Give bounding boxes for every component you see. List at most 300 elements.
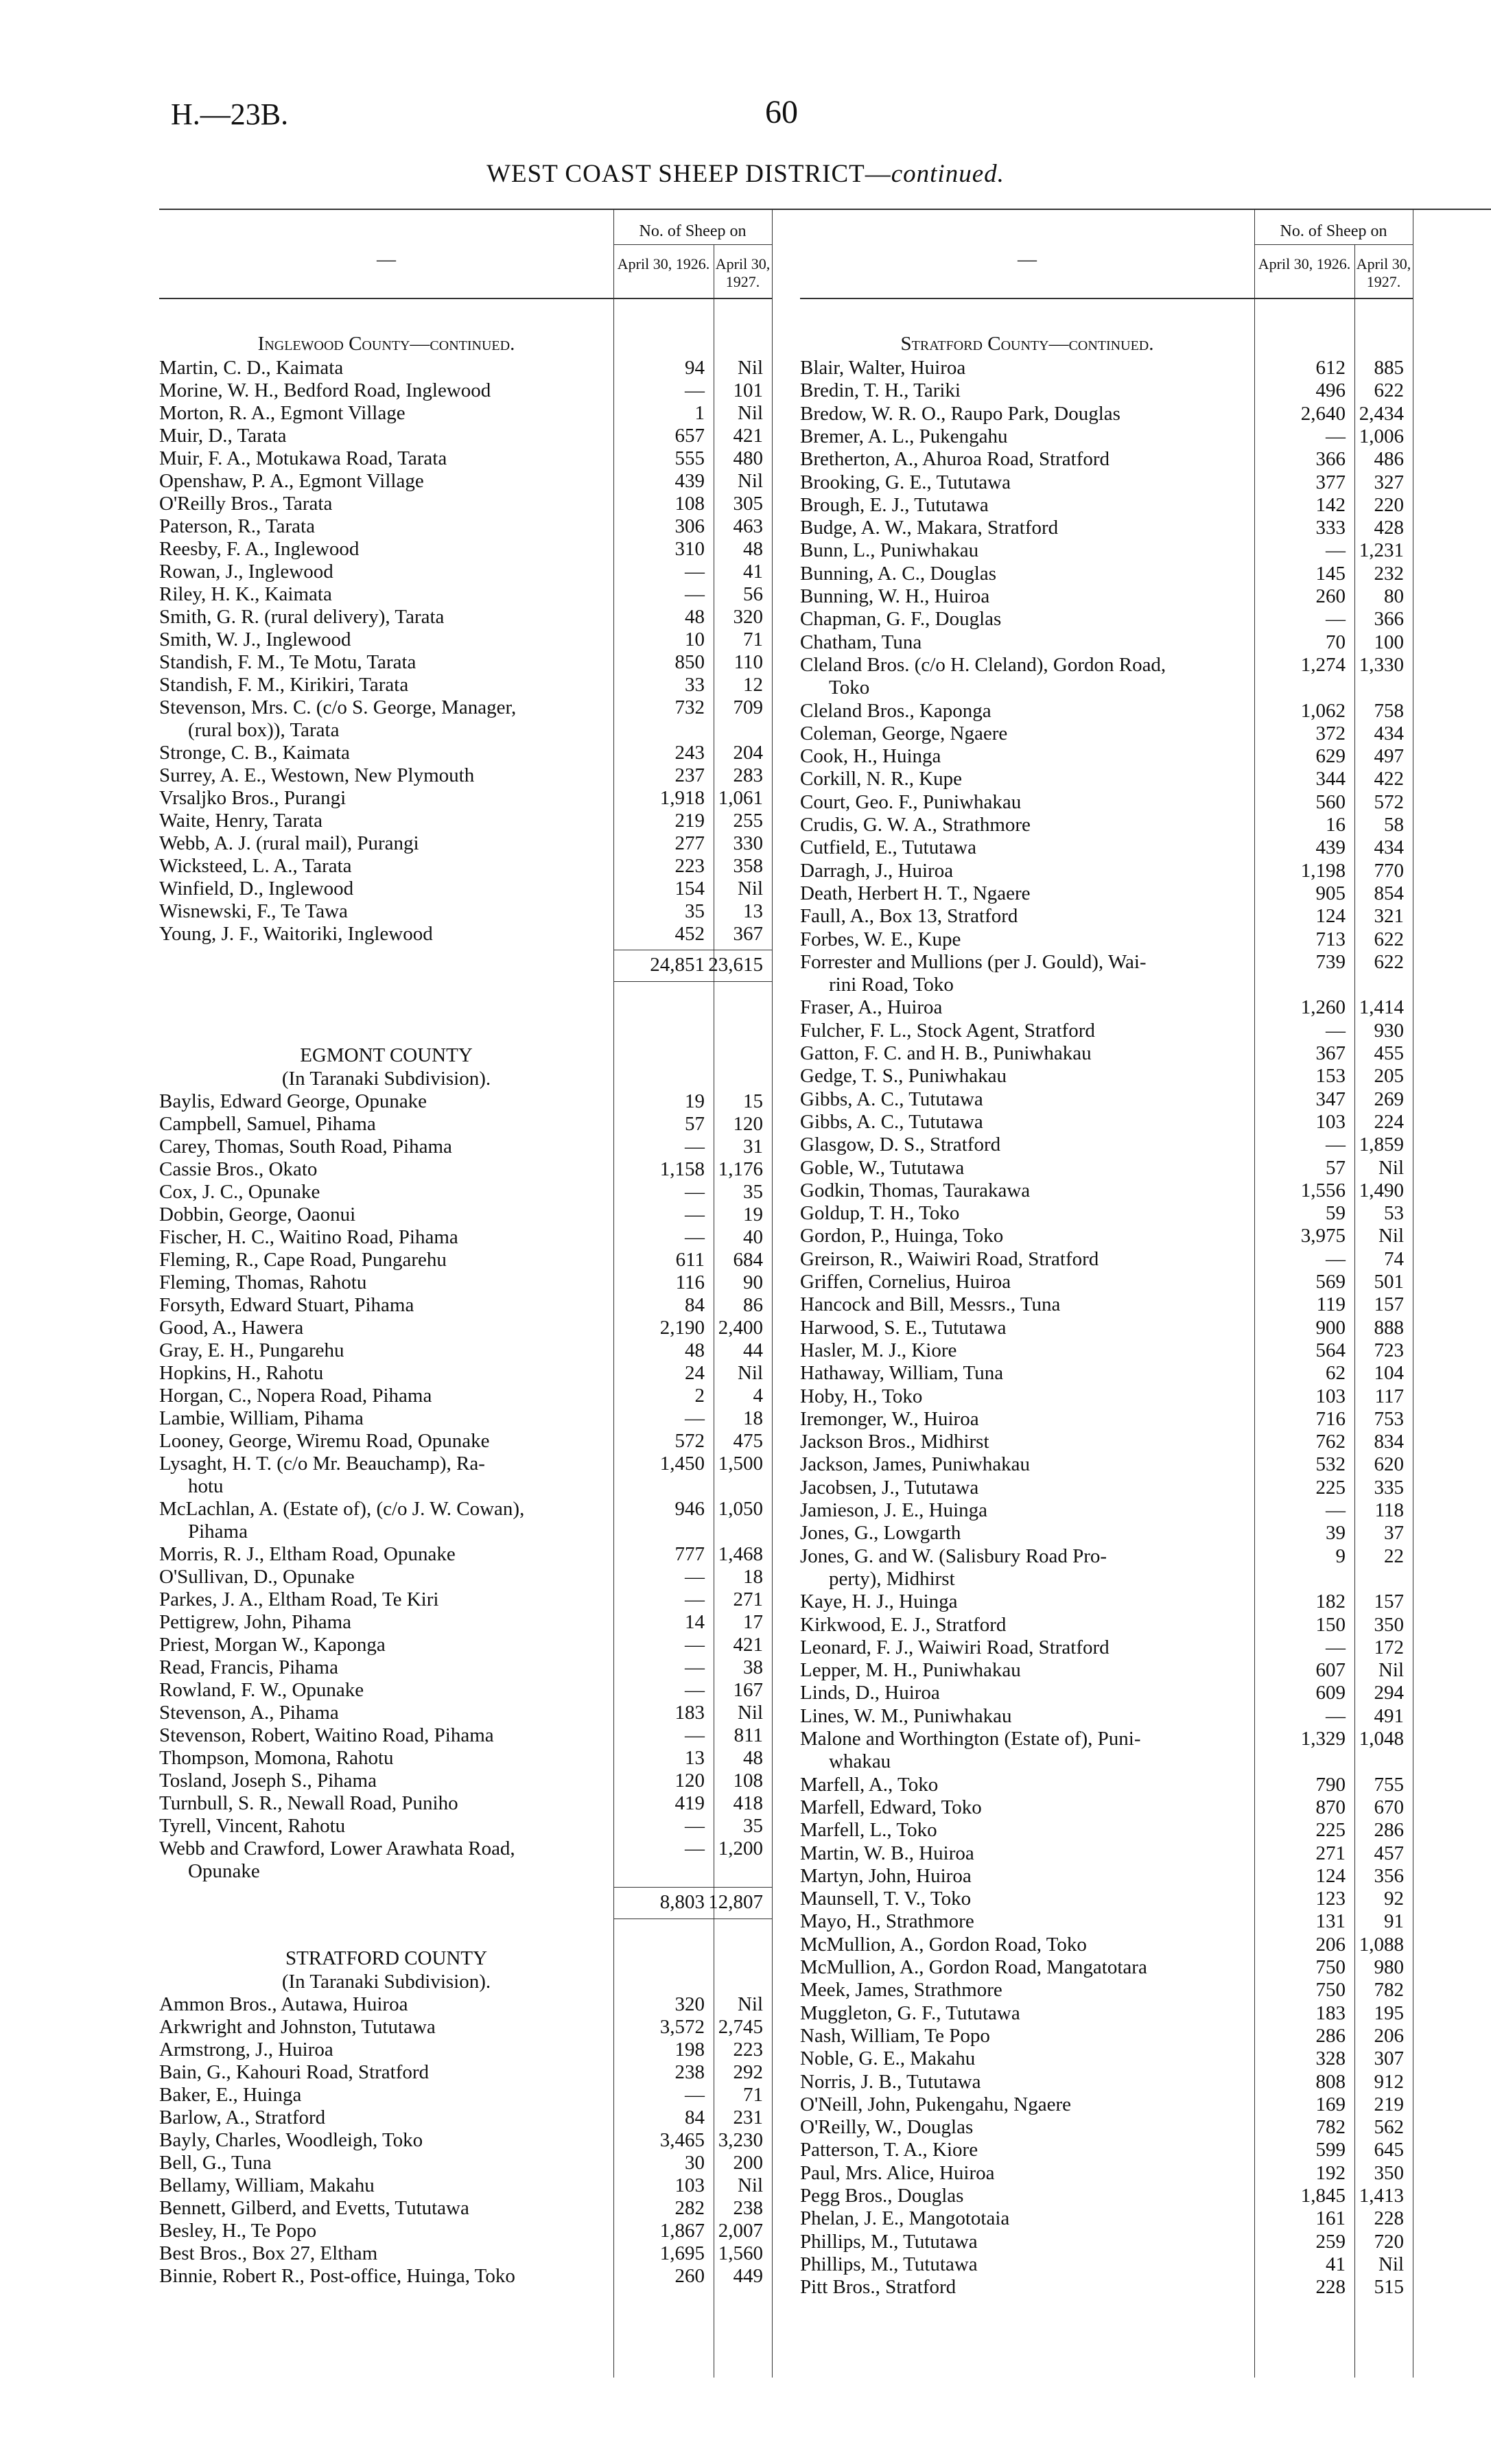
owner-name: Bredin, T. H., Tariki [800, 379, 961, 402]
table-row [800, 1499, 1491, 1522]
sheep-1927: 1,468 [718, 1543, 763, 1565]
sheep-1927: 120 [733, 1113, 763, 1135]
sheep-1926: 39 [1326, 1522, 1346, 1545]
owner-name: Best Bros., Box 27, Eltham [159, 2242, 378, 2264]
sheep-1926: 48 [685, 606, 705, 628]
sheep-1927: 491 [1374, 1704, 1404, 1727]
table-row [800, 1271, 1491, 1293]
sheep-1926: 750 [1315, 1979, 1346, 2002]
table-row [800, 1705, 1491, 1728]
owner-name: Court, Geo. F., Puniwhakau [800, 790, 1022, 813]
table-row [800, 2025, 1491, 2048]
table-row [800, 1065, 1491, 1088]
table-row [159, 1815, 852, 1838]
table-row [800, 2116, 1491, 2139]
owner-name: Death, Herbert H. T., Ngaere [800, 882, 1031, 904]
owner-name: Phelan, J. E., Mangototaia [800, 2207, 1010, 2230]
sheep-1927: 367 [733, 923, 763, 945]
owner-name: Fischer, H. C., Waitino Road, Pihama [159, 1226, 458, 1248]
sheep-1927: 37 [1384, 1522, 1404, 1545]
table-row [159, 2084, 852, 2107]
owner-name: Bretherton, A., Ahuroa Road, Stratford [800, 448, 1110, 471]
sheep-1927: 224 [1374, 1110, 1404, 1133]
owner-name: Chapman, G. F., Douglas [800, 608, 1002, 631]
table-row [800, 2207, 1491, 2230]
sheep-1926: 2,640 [1300, 402, 1346, 425]
owner-name: Reesby, F. A., Inglewood [159, 538, 360, 560]
owner-name: Maunsell, T. V., Toko [800, 1888, 972, 1910]
sheep-1926: 219 [674, 810, 705, 832]
section-heading: (In Taranaki Subdivision). [281, 1971, 491, 1993]
owner-name: Meek, James, Strathmore [800, 1979, 1002, 2002]
owner-name: Horgan, C., Nopera Road, Pihama [159, 1385, 432, 1407]
sheep-1927: 327 [1374, 471, 1404, 493]
page-title [0, 159, 1491, 189]
sheep-1926: 16 [1326, 814, 1346, 836]
sheep-1926: 1,450 [659, 1453, 705, 1475]
table-row [800, 2093, 1491, 2116]
owner-name: Bain, G., Kahouri Road, Stratford [159, 2061, 430, 2083]
sheep-1927: 90 [743, 1271, 763, 1293]
table-row [159, 1747, 852, 1770]
sheep-1926: 57 [685, 1113, 705, 1135]
sheep-1926: 2,190 [659, 1317, 705, 1339]
sheep-1926: 41 [1326, 2253, 1346, 2275]
sheep-1926: 3,975 [1300, 1225, 1346, 1247]
table-row [800, 1865, 1491, 1888]
owner-name-continuation: Pihama [188, 1521, 248, 1542]
owner-name: Priest, Morgan W., Kaponga [159, 1634, 386, 1656]
section-heading: STRATFORD COUNTY [285, 1947, 488, 1969]
owner-name: Openshaw, P. A., Egmont Village [159, 470, 424, 492]
sheep-1927: 1,413 [1359, 2185, 1404, 2207]
owner-name: Brooking, G. E., Tututawa [800, 471, 1011, 493]
table-row [800, 905, 1491, 928]
sheep-1927: 486 [1374, 448, 1404, 471]
table-row [159, 1498, 852, 1521]
sheep-1926: 120 [674, 1770, 705, 1792]
section-heading: (In Taranaki Subdivision). [281, 1068, 491, 1090]
sheep-1926: 310 [674, 538, 705, 560]
sheep-1926: — [685, 1204, 705, 1225]
table-row [800, 357, 1491, 379]
table-row [800, 1774, 1491, 1796]
owner-name-continuation: (rural box)), Tarata [188, 719, 340, 741]
table-row [800, 2185, 1491, 2207]
owner-name: Webb and Crawford, Lower Arawhata Road, [159, 1838, 515, 1859]
owner-name: McLachlan, A. (Estate of), (c/o J. W. Cowan), [159, 1498, 525, 1520]
table-row [159, 561, 852, 583]
table-row [159, 1656, 852, 1679]
owner-name: Vrsaljko Bros., Purangi [159, 787, 347, 809]
sheep-1927: 320 [733, 606, 763, 628]
sheep-1927: Nil [1378, 1156, 1404, 1179]
sheep-1927: 228 [1374, 2207, 1404, 2230]
sheep-1926: 94 [685, 357, 705, 379]
table-row [159, 1339, 852, 1362]
owner-name: Parkes, J. A., Eltham Road, Te Kiri [159, 1588, 439, 1610]
table-row [159, 1838, 852, 1860]
sheep-1927: 286 [1374, 1819, 1404, 1842]
sheep-1927: 100 [1374, 631, 1404, 653]
table-row [159, 470, 852, 493]
sheep-1927: 292 [733, 2061, 763, 2083]
sheep-1926: 103 [1315, 1110, 1346, 1133]
total-1927: 23,615 [708, 954, 763, 976]
header-group-label: No. of Sheep on [1280, 222, 1387, 240]
owner-name: Hoby, H., Toko [800, 1385, 923, 1407]
sheep-1927: 723 [1374, 1339, 1404, 1361]
table-row [800, 1682, 1491, 1704]
sheep-1926: 555 [674, 447, 705, 469]
sheep-1926: 333 [1315, 517, 1346, 539]
owner-name: Phillips, M., Tututawa [800, 2230, 978, 2253]
table-row [159, 1611, 852, 1634]
sheep-1926: 103 [674, 2174, 705, 2196]
owner-name: Malone and Worthington (Estate of), Puni- [800, 1728, 1141, 1750]
sheep-1927: 670 [1374, 1796, 1404, 1818]
section-heading: EGMONT COUNTY [300, 1044, 473, 1066]
sheep-1926: 142 [1315, 493, 1346, 516]
owner-name: Paterson, R., Tarata [159, 515, 315, 537]
sheep-1926: 260 [674, 2265, 705, 2287]
owner-name: Morris, R. J., Eltham Road, Opunake [159, 1543, 456, 1565]
table-row [159, 493, 852, 515]
table-row [159, 1294, 852, 1317]
sheep-1926: 183 [674, 1702, 705, 1724]
sheep-1927: 1,088 [1359, 1933, 1404, 1956]
owner-name-continuation: Toko [829, 677, 870, 699]
sheep-1926: — [1326, 1499, 1346, 1521]
sheep-1926: 419 [674, 1792, 705, 1814]
sheep-1927: 912 [1374, 2070, 1404, 2093]
table-row [800, 1362, 1491, 1385]
title-main: WEST COAST SHEEP DISTRICT— [486, 160, 891, 188]
table-row [800, 539, 1491, 562]
table-row [159, 1181, 852, 1204]
sheep-1927: 1,006 [1359, 425, 1404, 447]
owner-name: Cleland Bros. (c/o H. Cleland), Gordon Road, [800, 653, 1166, 676]
header-group-rule [1254, 244, 1413, 245]
table-row [800, 1819, 1491, 1842]
table-row [159, 606, 852, 629]
owner-name: Gatton, F. C. and H. B., Puniwhakau [800, 1042, 1092, 1064]
sheep-1927: 205 [1374, 1065, 1404, 1088]
sheep-1927: 74 [1384, 1247, 1404, 1270]
sheep-1926: 237 [674, 764, 705, 786]
sheep-1927: Nil [737, 357, 763, 379]
owner-name: Gray, E. H., Pungarehu [159, 1339, 344, 1361]
sheep-1926: — [685, 1838, 705, 1859]
table-row [159, 1679, 852, 1702]
owner-name: Smith, W. J., Inglewood [159, 629, 351, 650]
sheep-1927: 48 [743, 538, 763, 560]
sheep-1927: 220 [1374, 493, 1404, 516]
sheep-1927: 17 [743, 1611, 763, 1633]
sheep-1926: 1,158 [659, 1158, 705, 1180]
table-row [800, 608, 1491, 631]
sheep-1926: — [685, 1407, 705, 1429]
table-row [159, 764, 852, 787]
owner-name: Young, J. F., Waitoriki, Inglewood [159, 923, 433, 945]
table-row [800, 1225, 1491, 1247]
owner-name: Looney, George, Wiremu Road, Opunake [159, 1430, 490, 1452]
sheep-1926: 131 [1315, 1910, 1346, 1933]
sheep-1927: 834 [1374, 1431, 1404, 1453]
owner-name: Bellamy, William, Makahu [159, 2174, 375, 2196]
owner-name: Pettigrew, John, Pihama [159, 1611, 352, 1633]
sheep-1926: 183 [1315, 2002, 1346, 2024]
sheep-1926: 1,329 [1300, 1728, 1346, 1750]
sheep-1927: 307 [1374, 2048, 1404, 2070]
table-row [159, 1566, 852, 1588]
sheep-1926: 59 [1326, 1202, 1346, 1225]
owner-name: Greirson, R., Waiwiri Road, Stratford [800, 1247, 1099, 1270]
sheep-1927: 620 [1374, 1453, 1404, 1476]
table-row [800, 1134, 1491, 1156]
table-row [800, 1979, 1491, 2002]
owner-name: Mayo, H., Strathmore [800, 1910, 974, 1933]
sheep-1927: 108 [733, 1770, 763, 1792]
table-row [800, 1317, 1491, 1339]
sheep-1926: 206 [1315, 1933, 1346, 1956]
owner-name: Morine, W. H., Bedford Road, Inglewood [159, 379, 491, 401]
owner-name: Marfell, Edward, Toko [800, 1796, 982, 1818]
owner-name: Chatham, Tuna [800, 631, 922, 653]
table-row [159, 832, 852, 855]
sheep-1926: — [1326, 1247, 1346, 1270]
owner-name: Noble, G. E., Makahu [800, 2048, 976, 2070]
sheep-1927: 118 [1374, 1499, 1404, 1521]
owner-name: Surrey, A. E., Westown, New Plymouth [159, 764, 475, 786]
sheep-1926: 344 [1315, 768, 1346, 790]
sheep-1926: 225 [1315, 1476, 1346, 1499]
sheep-1927: 428 [1374, 517, 1404, 539]
table-row [800, 700, 1491, 723]
owner-name: Stronge, C. B., Kaimata [159, 742, 350, 764]
sheep-1927: 206 [1374, 2024, 1404, 2047]
header-year-1926: April 30, 1926. [617, 255, 710, 272]
sheep-1927: Nil [1378, 1225, 1404, 1247]
sheep-1926: 750 [1315, 1956, 1346, 1978]
owner-name: Gedge, T. S., Puniwhakau [800, 1065, 1007, 1088]
sheep-1927: 172 [1374, 1636, 1404, 1658]
table-row [800, 2048, 1491, 2070]
owner-name: Faull, A., Box 13, Stratford [800, 905, 1018, 928]
sheep-1927: 157 [1374, 1293, 1404, 1316]
owner-name: Marfell, A., Toko [800, 1773, 939, 1796]
owner-name: Wisnewski, F., Te Tawa [159, 900, 348, 922]
table-row [800, 1477, 1491, 1499]
table-row [800, 517, 1491, 539]
owner-name: Stevenson, Mrs. C. (c/o S. George, Manager, [159, 696, 517, 718]
sheep-1926: 1,845 [1300, 2185, 1346, 2207]
sheep-1926: — [685, 1588, 705, 1610]
owner-name: Cleland Bros., Kaponga [800, 699, 991, 722]
owner-name: Carey, Thomas, South Road, Pihama [159, 1136, 452, 1158]
table-row [159, 379, 852, 402]
owner-name: Darragh, J., Huiroa [800, 859, 954, 882]
owner-name: Smith, G. R. (rural delivery), Tarata [159, 606, 445, 628]
sheep-1927: 101 [733, 379, 763, 401]
table-row [159, 810, 852, 832]
owner-name: Muggleton, G. F., Tututawa [800, 2002, 1020, 2024]
sheep-1926: 900 [1315, 1316, 1346, 1339]
total-1926: 8,803 [659, 1891, 705, 1913]
owner-name: Read, Francis, Pihama [159, 1656, 338, 1678]
owner-name: Dobbin, George, Oaonui [159, 1204, 356, 1225]
table-row [800, 1934, 1491, 1956]
sheep-1926: 762 [1315, 1431, 1346, 1453]
owner-name: Blair, Walter, Huiroa [800, 357, 966, 379]
sheep-1926: 35 [685, 900, 705, 922]
owner-name: Norris, J. B., Tututawa [800, 2070, 981, 2093]
table-row [159, 923, 852, 946]
table-row [800, 1020, 1491, 1042]
owner-name: Arkwright and Johnston, Tututawa [159, 2016, 436, 2038]
table-row [159, 425, 852, 447]
sheep-1927: 44 [743, 1339, 763, 1361]
table-row [800, 1636, 1491, 1659]
sheep-1927: 1,061 [718, 787, 763, 809]
table-row [800, 1431, 1491, 1453]
owner-name: Griffen, Cornelius, Huiroa [800, 1271, 1011, 1293]
table-row [159, 583, 852, 606]
sheep-1926: 1,556 [1300, 1179, 1346, 1201]
table-row [159, 1792, 852, 1815]
sheep-1927: 15 [743, 1090, 763, 1112]
owner-name: Waite, Henry, Tarata [159, 810, 322, 832]
sheep-1926: 496 [1315, 379, 1346, 402]
table-row [159, 2174, 852, 2197]
sheep-1927: 418 [733, 1792, 763, 1814]
sheep-1927: 35 [743, 1181, 763, 1203]
sheep-1927: 13 [743, 900, 763, 922]
table-row [800, 1339, 1491, 1362]
sheep-1927: 31 [743, 1136, 763, 1158]
owner-name: Hancock and Bill, Messrs., Tuna [800, 1293, 1061, 1316]
table-row [800, 928, 1491, 951]
sheep-1926: 153 [1315, 1065, 1346, 1088]
left-column [159, 206, 852, 2384]
sheep-1926: — [685, 583, 705, 605]
sheep-1927: 622 [1374, 950, 1404, 973]
sheep-1927: 622 [1374, 379, 1404, 402]
owner-name: Muir, D., Tarata [159, 425, 287, 447]
sheep-1926: 19 [685, 1090, 705, 1112]
table-row [159, 2039, 852, 2061]
table-row [159, 900, 852, 923]
owner-name: Webb, A. J. (rural mail), Purangi [159, 832, 419, 854]
sheep-1927: 80 [1384, 585, 1404, 607]
owner-name: Corkill, N. R., Kupe [800, 768, 963, 790]
owner-name: Budge, A. W., Makara, Stratford [800, 517, 1059, 539]
sheep-1927: 449 [733, 2265, 763, 2287]
sheep-1927: 269 [1374, 1088, 1404, 1110]
owner-name: Riley, H. K., Kaimata [159, 583, 332, 605]
header-top-rule [800, 209, 1491, 210]
sheep-1926: 439 [674, 470, 705, 492]
sheep-1927: 1,231 [1359, 539, 1404, 562]
sheep-1926: 3,465 [659, 2129, 705, 2151]
table-row [800, 1956, 1491, 1979]
table-row [800, 494, 1491, 517]
table-row [159, 651, 852, 674]
owner-name: Patterson, T. A., Kiore [800, 2139, 978, 2161]
owner-name: Baker, E., Huinga [159, 2084, 302, 2106]
sheep-1927: 223 [733, 2039, 763, 2061]
owner-name: Campbell, Samuel, Pihama [159, 1113, 376, 1135]
sheep-1926: 238 [674, 2061, 705, 2083]
section-heading: Inglewood County—continued. [257, 333, 515, 355]
table-row [800, 1842, 1491, 1865]
sheep-1926: — [685, 1724, 705, 1746]
sheep-1927: 755 [1374, 1773, 1404, 1796]
table-row [159, 1634, 852, 1656]
table-row [159, 1543, 852, 1566]
sheep-1927: 2,007 [718, 2220, 763, 2242]
table-row [800, 1453, 1491, 1476]
sheep-1926: 145 [1315, 562, 1346, 585]
sheep-1926: 599 [1315, 2139, 1346, 2161]
owner-name: Tyrell, Vincent, Rahotu [159, 1815, 346, 1837]
sheep-1926: 1,867 [659, 2220, 705, 2242]
sheep-1927: 204 [733, 742, 763, 764]
owner-name: Jackson, James, Puniwhakau [800, 1453, 1031, 1476]
table-row [800, 2253, 1491, 2276]
sheep-1926: 377 [1315, 471, 1346, 493]
sheep-1926: 347 [1315, 1088, 1346, 1110]
sheep-1927: 1,560 [718, 2242, 763, 2264]
owner-name: Phillips, M., Tututawa [800, 2253, 978, 2275]
owner-name: Fleming, Thomas, Rahotu [159, 1271, 367, 1293]
sheep-1926: 611 [675, 1249, 705, 1271]
table-row [800, 791, 1491, 814]
table-row [800, 1659, 1491, 1682]
table-row [159, 1770, 852, 1792]
owner-name: Lambie, William, Pihama [159, 1407, 364, 1429]
owner-name: Lepper, M. H., Puniwhakau [800, 1659, 1021, 1682]
sheep-1927: 231 [733, 2107, 763, 2128]
sheep-1927: 753 [1374, 1407, 1404, 1430]
sheep-1926: — [1326, 1019, 1346, 1042]
sheep-1926: 70 [1326, 631, 1346, 653]
sheep-1926: — [685, 1815, 705, 1837]
owner-name: Pegg Bros., Douglas [800, 2185, 964, 2207]
owner-name: O'Sullivan, D., Opunake [159, 1566, 355, 1588]
sheep-1927: 238 [733, 2197, 763, 2219]
owner-name: Jackson Bros., Midhirst [800, 1431, 989, 1453]
sheep-1926: — [1326, 1134, 1346, 1156]
table-row [800, 2139, 1491, 2161]
table-row [800, 425, 1491, 448]
sheep-1927: 770 [1374, 859, 1404, 882]
sheep-1926: 271 [1315, 1842, 1346, 1864]
title-continued: continued. [891, 160, 1005, 188]
sheep-1926: 30 [685, 2152, 705, 2174]
owner-name: Glasgow, D. S., Stratford [800, 1134, 1001, 1156]
table-row [159, 696, 852, 719]
owner-name: Pitt Bros., Stratford [800, 2276, 956, 2299]
owner-name: Bayly, Charles, Woodleigh, Toko [159, 2129, 423, 2151]
sheep-1927: 110 [733, 651, 763, 673]
owner-name: Jones, G. and W. (Salisbury Road Pro- [800, 1545, 1107, 1567]
sheep-1926: 716 [1315, 1407, 1346, 1430]
table-row [159, 2265, 852, 2288]
table-row [159, 1588, 852, 1611]
sheep-1926: 277 [674, 832, 705, 854]
table-row [800, 2276, 1491, 2299]
